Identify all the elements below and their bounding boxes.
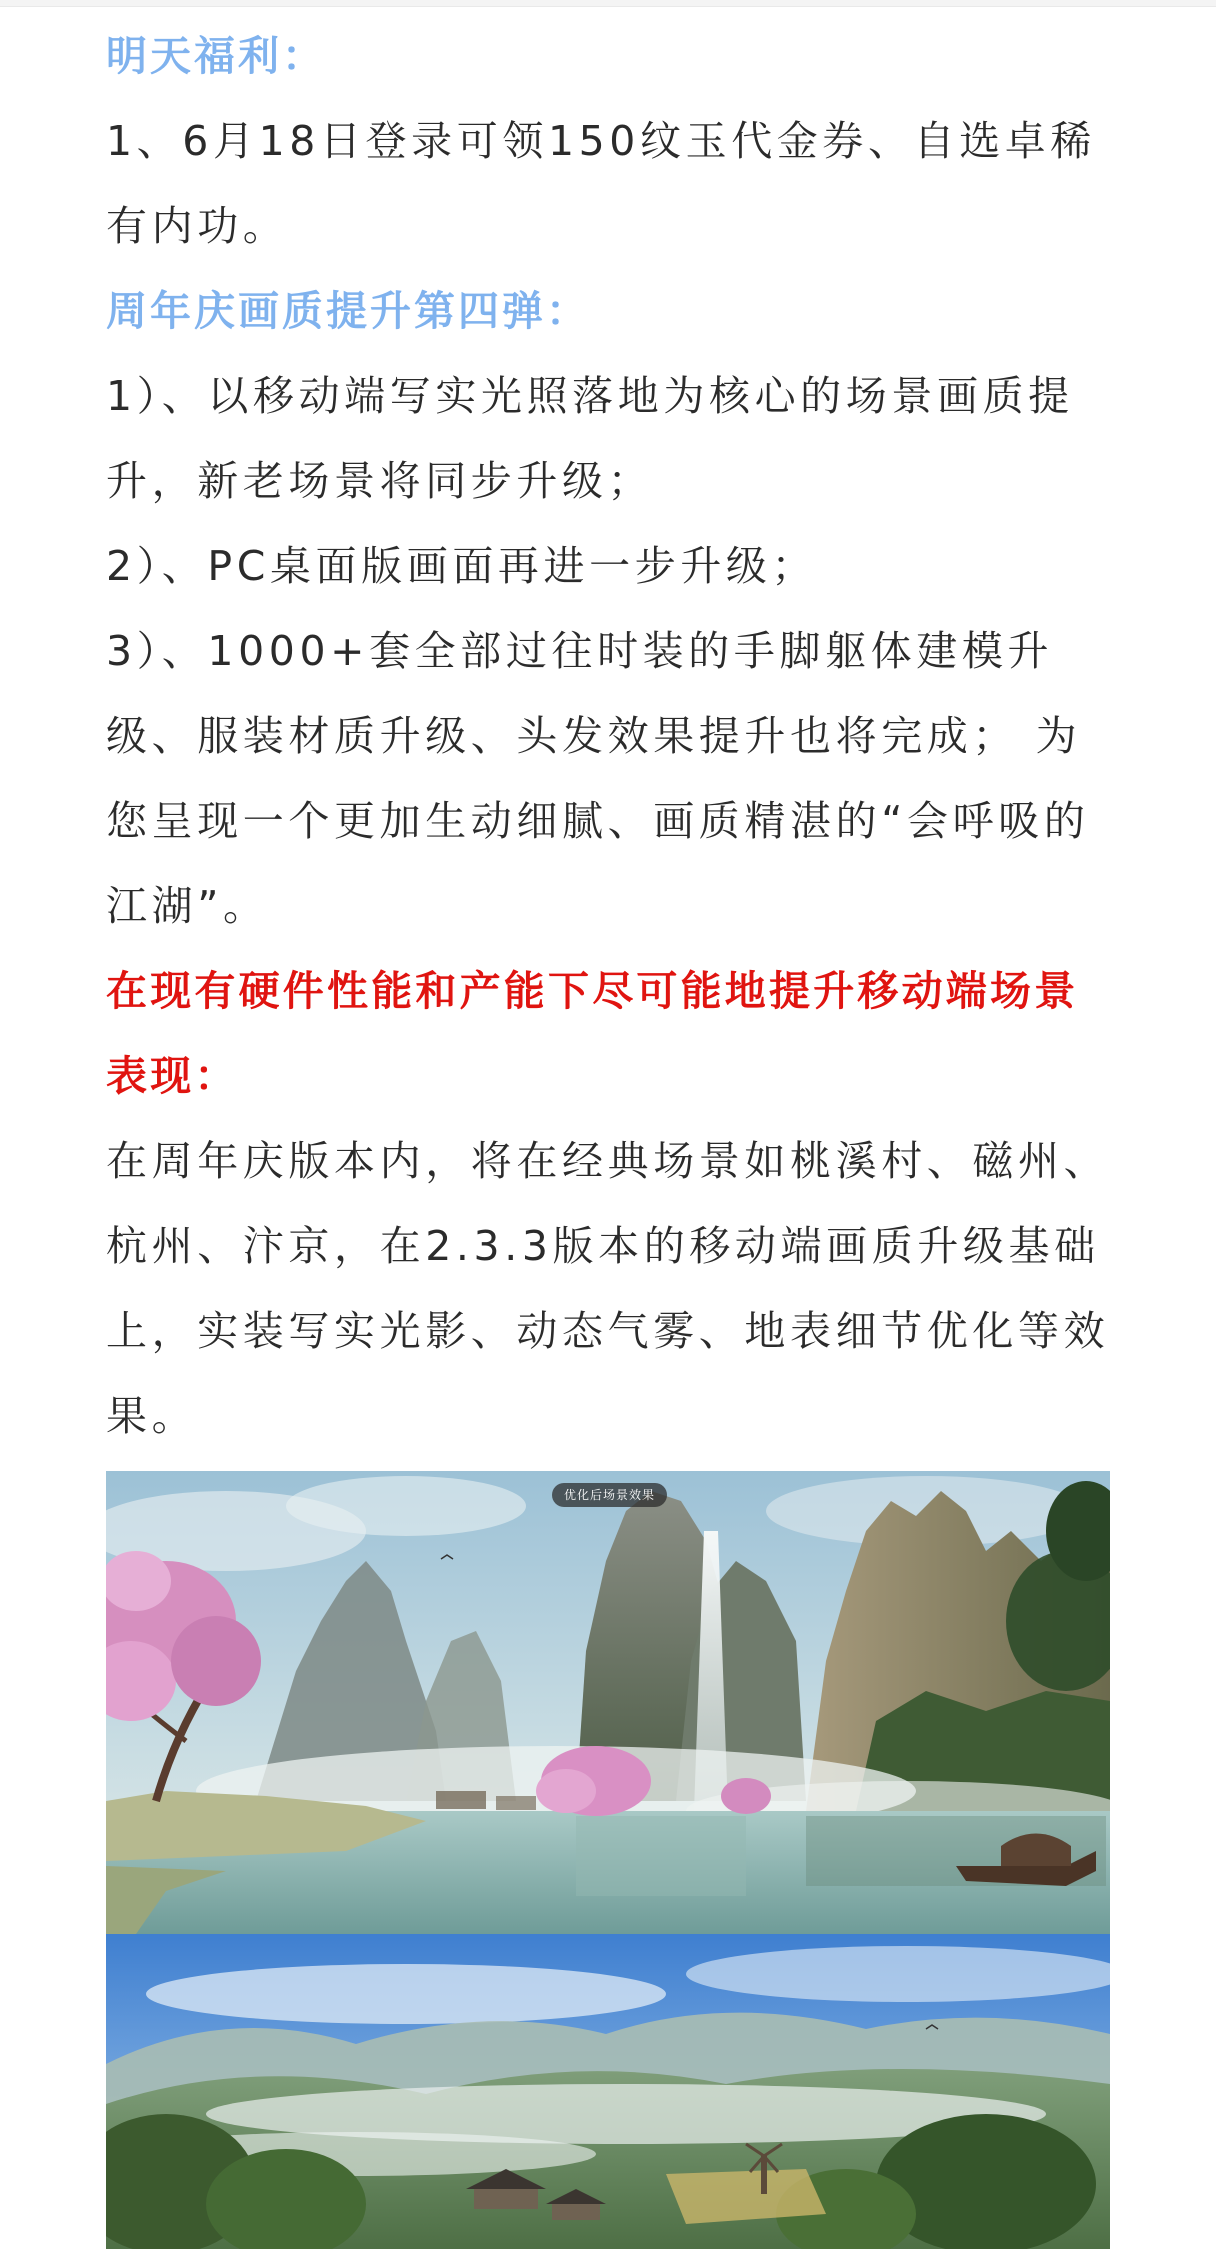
benefit-item-1: 1、6月18日登录可领150纹玉代金券、自选卓稀 (106, 117, 1096, 165)
upgrade-item-2: 2）、PC桌面版画面再进一步升级； (106, 542, 818, 590)
heading-tomorrow-benefits: 明天福利： (106, 32, 326, 80)
heading-graphics-upgrade-4: 周年庆画质提升第四弹： (106, 287, 590, 335)
heading-mobile-scene-upgrade: 在现有硬件性能和产能下尽可能地提升移动端场景 (106, 967, 1079, 1015)
upgrade-item-3-cont-3: 江湖”。 (106, 882, 269, 930)
scene-caption-badge: 优化后场景效果 (552, 1483, 667, 1507)
scene-paragraph-4: 果。 (106, 1392, 198, 1440)
scene-paragraph-1: 在周年庆版本内，将在经典场景如桃溪村、磁州、 (106, 1137, 1110, 1185)
scene-paragraph-2: 杭州、汴京，在2.3.3版本的移动端画质升级基础 (106, 1222, 1100, 1270)
upgrade-item-3-cont-2: 您呈现一个更加生动细腻、画质精湛的“会呼吸的 (106, 797, 1090, 845)
scene-paragraph-3: 上，实装写实光影、动态气雾、地表细节优化等效 (106, 1307, 1110, 1355)
upgrade-item-3-cont-1: 级、服装材质升级、头发效果提升也将完成； 为 (106, 712, 1082, 760)
upgrade-item-3: 3）、1000+套全部过往时装的手脚躯体建模升 (106, 627, 1054, 675)
upgrade-item-1-cont: 升，新老场景将同步升级； (106, 457, 654, 505)
top-divider (0, 0, 1216, 7)
upgrade-item-1: 1）、以移动端写实光照落地为核心的场景画质提 (106, 372, 1074, 420)
article-body (106, 14, 1110, 1459)
scene-image-forest-valley (106, 1934, 1110, 2249)
heading-mobile-scene-upgrade-cont: 表现： (106, 1052, 239, 1100)
scene-image-mountain-lake (106, 1471, 1110, 1934)
benefit-item-1-cont: 有内功。 (106, 202, 289, 250)
